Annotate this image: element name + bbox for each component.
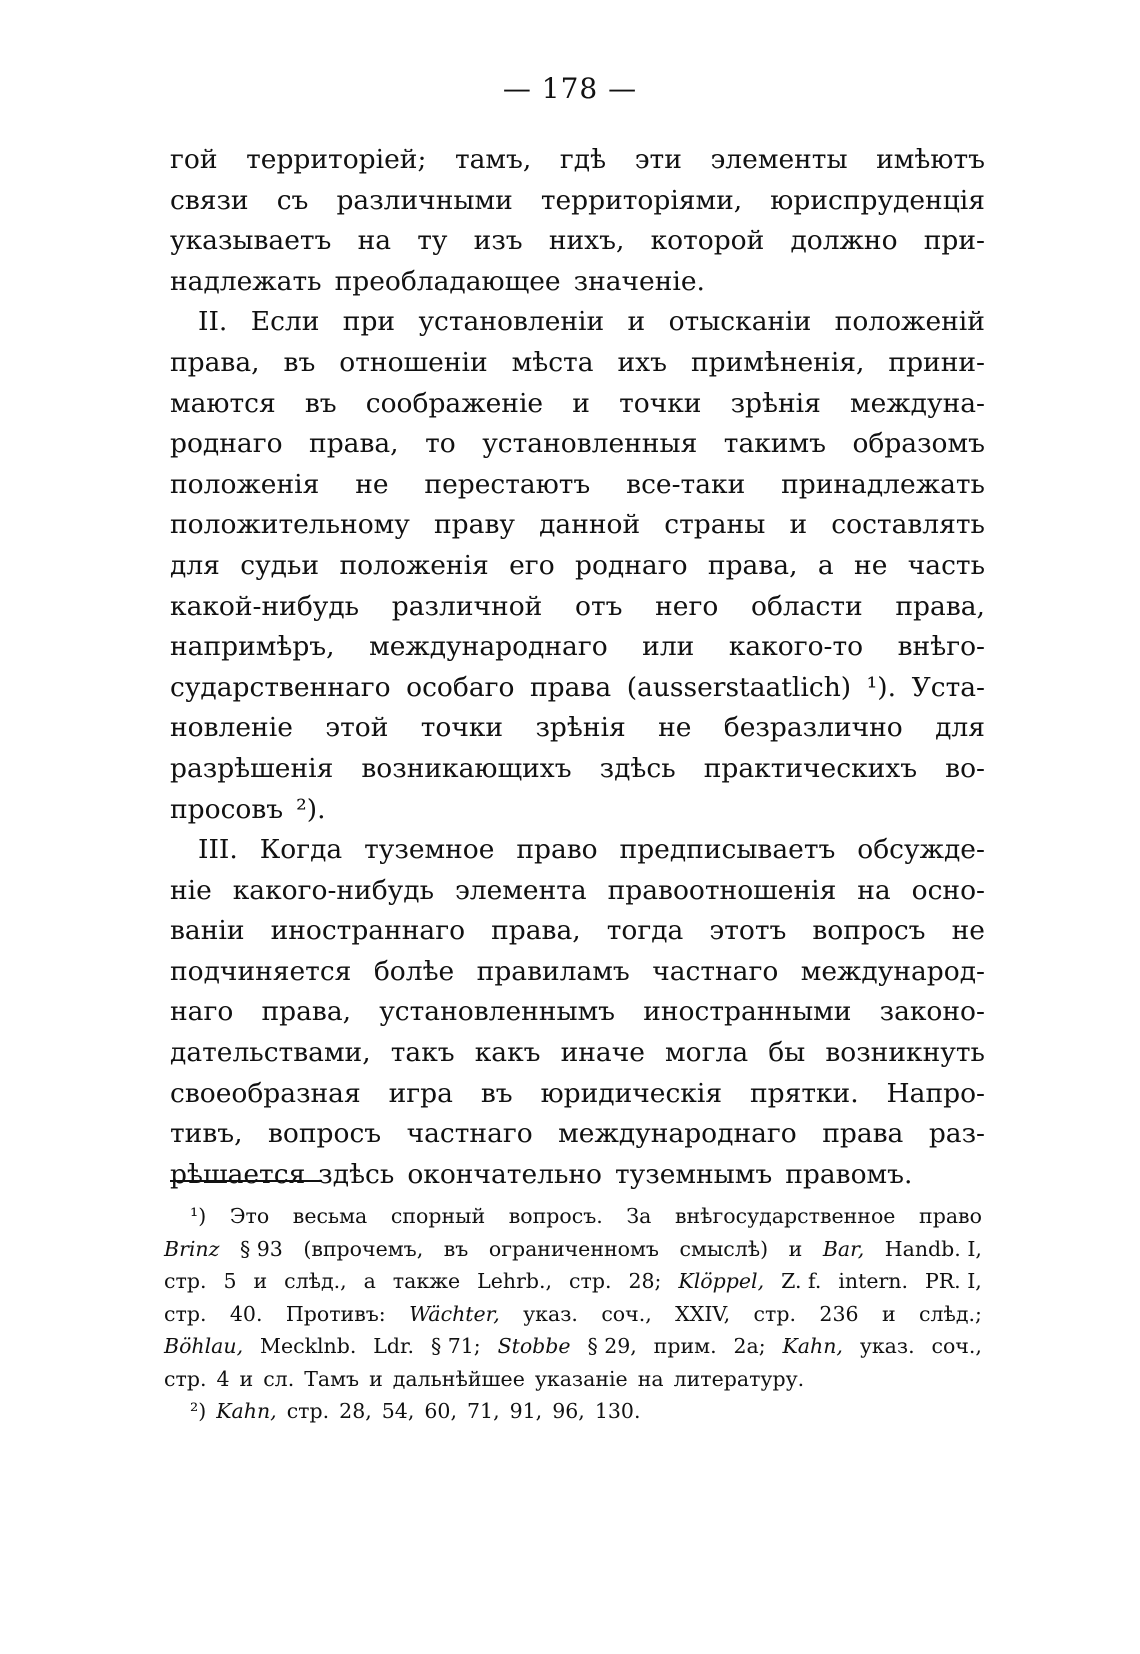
word: нихъ, <box>548 225 625 257</box>
footnote-word: 96, <box>552 1399 585 1423</box>
word: ваніи <box>170 915 245 947</box>
word: различной <box>391 590 543 622</box>
word: особаго <box>406 671 515 703</box>
footnote-word: За <box>626 1204 652 1228</box>
text-line <box>170 627 985 668</box>
footnote-word: Тамъ <box>304 1366 360 1391</box>
word: во- <box>945 752 985 784</box>
text-line <box>170 140 985 181</box>
word: Когда <box>259 834 343 866</box>
word: для <box>935 712 985 744</box>
word: вопросъ <box>812 915 926 947</box>
word: игра <box>388 1077 453 1109</box>
word: изъ <box>473 225 523 257</box>
footnote-word: стр. <box>569 1269 612 1293</box>
footnote-word: указ. <box>523 1301 578 1326</box>
word: права, <box>491 915 581 947</box>
word: роднаго <box>170 428 283 460</box>
word: междуна- <box>850 387 985 419</box>
word: при- <box>923 225 985 257</box>
word: частнаго <box>652 955 779 987</box>
text-line <box>170 708 985 749</box>
word: часть <box>907 549 985 581</box>
text-line <box>170 262 985 303</box>
word: при <box>342 306 396 338</box>
word: безразлично <box>723 712 903 744</box>
word: иначе <box>560 1037 645 1069</box>
word: составлять <box>831 509 985 541</box>
text-line <box>170 1155 985 1196</box>
footnote-word: стр. <box>753 1301 797 1326</box>
text-line <box>170 871 985 912</box>
footnote-word: а <box>363 1269 376 1293</box>
word: гдѣ <box>559 144 607 175</box>
word: иностранными <box>643 996 852 1028</box>
word: зрѣнія <box>730 387 821 419</box>
word: на <box>857 874 891 906</box>
footnote-word: и <box>881 1301 896 1326</box>
word: въ <box>304 387 337 419</box>
word: маются <box>170 387 276 419</box>
word: новленіе <box>170 712 293 744</box>
footnote-word: Klöppel, <box>678 1269 765 1293</box>
text-line <box>170 992 985 1033</box>
word: и <box>627 306 646 338</box>
footnote-word: соч., <box>601 1301 652 1326</box>
word: а <box>817 549 834 581</box>
text-line <box>170 1033 985 1074</box>
footnote-word: 5 <box>223 1269 237 1293</box>
word: II. <box>198 306 228 338</box>
word: III. <box>198 834 238 866</box>
footnote-word: указ. <box>859 1334 915 1358</box>
footnote-word: вопросъ. <box>508 1204 603 1228</box>
text-line <box>170 1114 985 1155</box>
footnote-word: и <box>369 1366 383 1391</box>
word: связи <box>170 184 249 216</box>
footnote-word: также <box>392 1269 461 1293</box>
word: не <box>658 712 692 744</box>
word: тамъ, <box>454 144 532 175</box>
word: болѣе <box>373 955 455 987</box>
footnotes <box>164 1200 982 1428</box>
word: то <box>425 428 456 460</box>
word: установленнымъ <box>379 996 616 1028</box>
word: сударственнаго <box>170 671 391 703</box>
word: которой <box>650 225 765 257</box>
word: законо- <box>879 996 985 1028</box>
footnote-word: ²) <box>190 1399 207 1423</box>
word: прятки. <box>749 1077 859 1109</box>
word: мѣста <box>511 346 594 378</box>
word: перестаютъ <box>424 468 591 500</box>
footnote-word: 4 <box>216 1366 230 1391</box>
footnote-word: intern. <box>838 1269 908 1293</box>
word: имѣютъ <box>876 144 985 175</box>
word: Уста- <box>911 671 985 703</box>
word: наго <box>170 996 234 1028</box>
footnote-word: 28; <box>628 1269 662 1293</box>
word: какъ <box>474 1037 541 1069</box>
word: образомъ <box>852 428 985 460</box>
word: и <box>572 387 590 419</box>
word: право <box>516 834 598 866</box>
word: въ <box>283 346 316 378</box>
word: эти <box>634 144 682 175</box>
word: надлежать <box>170 265 322 297</box>
word: просовъ <box>170 793 284 825</box>
word: какого-нибудь <box>232 874 435 906</box>
footnote-word: и <box>253 1269 268 1293</box>
footnote-word: Kahn, <box>782 1334 843 1358</box>
word: предписываетъ <box>619 834 836 866</box>
footnote-line <box>164 1330 982 1363</box>
word: права, <box>261 996 352 1028</box>
word: на <box>357 225 392 257</box>
word: не <box>854 549 888 581</box>
word: праву <box>434 509 515 541</box>
word: осно- <box>911 874 985 906</box>
footnote-word: спорный <box>390 1204 486 1228</box>
word: права, <box>707 549 798 581</box>
footnote-word: прим. <box>653 1334 717 1358</box>
word: должно <box>790 225 898 257</box>
word: правиламъ <box>476 955 630 987</box>
word: окончательно <box>407 1158 603 1190</box>
word: территоріей; <box>246 144 427 175</box>
text-line <box>170 424 985 465</box>
footnote-word: дальнѣйшее <box>392 1366 525 1391</box>
word: отъ <box>574 590 623 622</box>
word: дательствами, <box>170 1037 371 1069</box>
word: раз- <box>928 1118 985 1150</box>
footnote-word: § 93 <box>239 1236 283 1261</box>
footnote-word: стр. <box>164 1269 207 1293</box>
word: не <box>951 915 985 947</box>
word: положеній <box>834 306 985 338</box>
word: гой <box>170 144 218 175</box>
word: иностраннаго <box>270 915 466 947</box>
word: юриспруденція <box>770 184 985 216</box>
footnote-word: 91, <box>509 1399 543 1423</box>
footnote-word: и <box>239 1366 254 1391</box>
word: Напро- <box>886 1077 985 1109</box>
footnote-word: Противъ: <box>285 1301 386 1326</box>
word: юридическія <box>540 1077 723 1109</box>
word: него <box>655 590 719 622</box>
word: вопросъ <box>267 1118 382 1150</box>
footnote-line <box>164 1363 982 1396</box>
footnote-word: весьма <box>292 1204 368 1228</box>
footnote-word: 71, <box>466 1399 500 1423</box>
footnote-word: 60, <box>424 1399 457 1423</box>
word: этотъ <box>709 915 787 947</box>
text-line <box>170 911 985 952</box>
text-line <box>170 952 985 993</box>
word: положенія <box>339 549 489 581</box>
word: этой <box>325 712 389 744</box>
word: бы <box>768 1037 806 1069</box>
word: международ- <box>800 955 985 987</box>
word: возникающихъ <box>361 752 572 784</box>
footnote-word: 40. <box>229 1301 263 1326</box>
footnote-word: и <box>788 1236 803 1261</box>
word: ¹). <box>866 671 897 703</box>
word: въ <box>480 1077 513 1109</box>
footnote-word: Ldr. <box>373 1334 415 1358</box>
footnote-word: Brinz <box>164 1236 220 1261</box>
word: здѣсь <box>599 752 676 784</box>
text-line <box>170 465 985 506</box>
footnote-word: § 71; <box>430 1334 481 1358</box>
footnote-word: 54, <box>381 1399 415 1423</box>
footnote-word: стр. <box>164 1366 207 1391</box>
word: правомъ. <box>785 1158 913 1190</box>
word: данной <box>539 509 641 541</box>
word: все-таки <box>626 468 746 500</box>
word: принадлежать <box>781 468 985 500</box>
word: отношеніи <box>339 346 488 378</box>
word: (ausserstaatlich) <box>626 671 852 703</box>
word: положительному <box>170 509 410 541</box>
footnote-word: слѣд.; <box>919 1301 982 1326</box>
word: прини- <box>888 346 985 378</box>
footnote-word: сл. <box>263 1366 295 1391</box>
word: различными <box>336 184 513 216</box>
footnote-word: Lehrb., <box>477 1269 553 1293</box>
word: своеобразная <box>170 1077 361 1109</box>
word: указываетъ <box>170 225 332 257</box>
word: и <box>789 509 808 541</box>
text-line <box>170 749 985 790</box>
word: правоотношенія <box>607 874 837 906</box>
word: установленныя <box>482 428 698 460</box>
word: элемента <box>454 874 587 906</box>
text-line <box>170 668 985 709</box>
footnote-word: въ <box>443 1236 469 1261</box>
word: частнаго <box>406 1118 533 1150</box>
footnote-word: Wächter, <box>409 1301 500 1326</box>
footnote-word: смыслѣ) <box>679 1236 769 1261</box>
footnote-word: Kahn, <box>216 1399 277 1423</box>
word: для <box>170 549 220 581</box>
footnote-word: 2а; <box>733 1334 766 1358</box>
footnote-word: указаніе <box>534 1366 628 1391</box>
footnote-word: внѣгосударственное <box>674 1204 896 1228</box>
word: ніе <box>170 874 212 906</box>
footnote-line <box>164 1298 982 1331</box>
footnote-word: XXIV, <box>675 1301 731 1326</box>
footnote-line <box>164 1200 982 1233</box>
word: напримѣръ, <box>170 631 335 663</box>
text-line <box>170 587 985 628</box>
footnote-word: Böhlau, <box>164 1334 244 1358</box>
footnote-word: ограниченномъ <box>488 1236 659 1261</box>
footnote-line <box>164 1265 982 1298</box>
word: права, <box>170 346 260 378</box>
word: или <box>642 631 695 663</box>
word: туземнымъ <box>615 1158 773 1190</box>
footnote-word: Z. f. <box>781 1269 822 1293</box>
footnote-word: стр. <box>164 1301 207 1326</box>
word: тогда <box>606 915 684 947</box>
word: рѣшается <box>170 1158 306 1190</box>
footnote-word: Stobbe <box>497 1334 571 1358</box>
text-line <box>170 505 985 546</box>
word: примѣненія, <box>690 346 865 378</box>
word: международнаго <box>369 631 608 663</box>
footnote-word: слѣд., <box>284 1269 347 1293</box>
text-line <box>170 343 985 384</box>
text-line <box>170 830 985 871</box>
footnote-word: Mecklnb. <box>259 1334 357 1358</box>
text-line <box>170 302 985 343</box>
word: какого-то <box>728 631 864 663</box>
word: точки <box>619 387 702 419</box>
word: соображеніе <box>365 387 544 419</box>
word: разрѣшенія <box>170 752 334 784</box>
word: такимъ <box>723 428 826 460</box>
footnote-divider <box>170 1180 322 1182</box>
word: значеніе. <box>573 265 705 297</box>
footnote-word: 236 <box>819 1301 859 1326</box>
word: территоріями, <box>540 184 743 216</box>
word: здѣсь <box>318 1158 395 1190</box>
word: страны <box>664 509 766 541</box>
footnote-line <box>164 1233 982 1266</box>
footnote-word: PR. I, <box>924 1269 982 1293</box>
word: права, <box>309 428 399 460</box>
word: какой-нибудь <box>170 590 360 622</box>
word: обсужде- <box>857 834 985 866</box>
text-line <box>170 384 985 425</box>
page-number: — 178 — <box>502 72 638 105</box>
footnote-word: стр. <box>286 1399 330 1423</box>
main-text <box>170 140 985 1195</box>
text-line <box>170 790 985 831</box>
footnote-word: Bar, <box>822 1236 865 1261</box>
word: ²). <box>296 793 326 825</box>
footnote-word: Handb. I, <box>884 1236 982 1261</box>
word: Если <box>250 306 320 338</box>
word: съ <box>276 184 309 216</box>
word: подчиняется <box>170 955 352 987</box>
footnote-word: § 29, <box>587 1334 637 1358</box>
word: установленіи <box>418 306 605 338</box>
word: точки <box>420 712 504 744</box>
text-line <box>170 1074 985 1115</box>
word: его <box>509 549 555 581</box>
footnote-word: 130. <box>594 1399 641 1423</box>
word: права, <box>895 590 985 622</box>
word: отысканіи <box>668 306 812 338</box>
word: преобладающее <box>334 265 561 297</box>
word: области <box>751 590 863 622</box>
word: права <box>530 671 612 703</box>
word: роднаго <box>575 549 688 581</box>
word: внѣго- <box>897 631 985 663</box>
footnote-word: на <box>637 1366 664 1391</box>
word: такъ <box>390 1037 455 1069</box>
text-line <box>170 546 985 587</box>
word: права <box>822 1118 904 1150</box>
footnote-word: 28, <box>339 1399 372 1423</box>
word: ту <box>417 225 448 257</box>
footnote-word: ¹) <box>190 1204 207 1228</box>
word: возникнуть <box>825 1037 985 1069</box>
footnote-word: соч., <box>931 1334 982 1358</box>
word: судьи <box>240 549 320 581</box>
word: ихъ <box>617 346 667 378</box>
word: могла <box>665 1037 749 1069</box>
footnote-word: литературу. <box>673 1366 805 1391</box>
footnote-word: (впрочемъ, <box>303 1236 424 1261</box>
word: зрѣнія <box>535 712 626 744</box>
word: не <box>355 468 389 500</box>
word: положенія <box>170 468 320 500</box>
footnote-line <box>164 1395 982 1428</box>
word: тивъ, <box>170 1118 243 1150</box>
word: туземное <box>364 834 495 866</box>
footnote-word: право <box>919 1204 982 1228</box>
word: практическихъ <box>703 752 918 784</box>
word: элементы <box>710 144 848 175</box>
footnote-word: Это <box>229 1204 270 1228</box>
text-line <box>170 221 985 262</box>
text-line <box>170 181 985 222</box>
word: международнаго <box>558 1118 797 1150</box>
